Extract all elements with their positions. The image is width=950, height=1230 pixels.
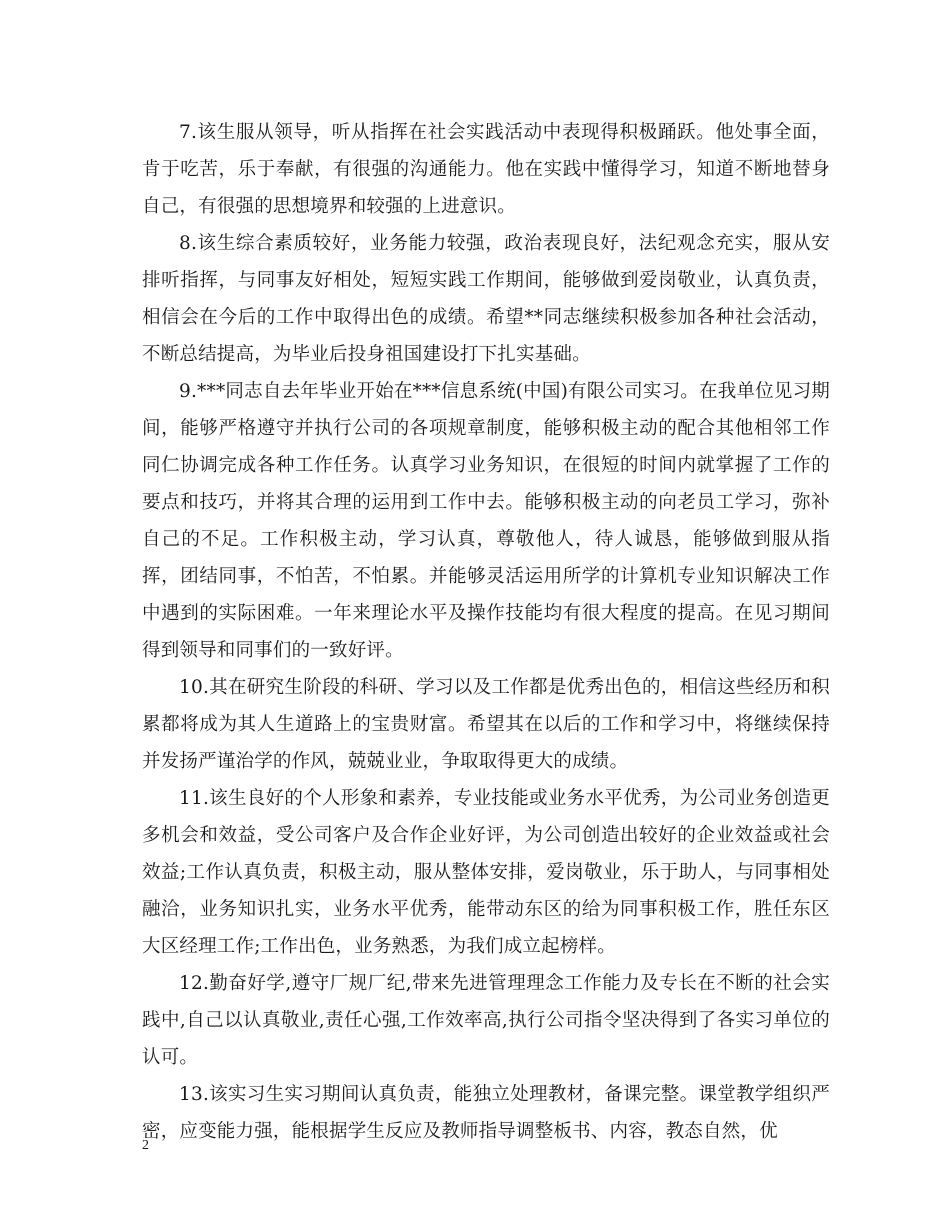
paragraph-13: 13.该实习生实习期间认真负责，能独立处理教材，备课完整。课堂教学组织严密，应变能力强，能根据学生反应及教师指导调整板书、内容，教态自然，优: [142, 1084, 830, 1142]
paragraph-12: 12.勤奋好学,遵守厂规厂纪,带来先进管理理念工作能力及专长在不断的社会实践中,自己以认真敬业,责任心强,工作效率高,执行公司指令坚决得到了各实习单位的认可。: [142, 973, 830, 1068]
paragraph-11: 11.该生良好的个人形象和素养，专业技能或业务水平优秀，为公司业务创造更多机会和效益，受公司客户及合作企业好评，为公司创造出较好的企业效益或社会效益;工作认真负责，积极主动，服从整体安排，爱岗敬业，乐于助人，与同事相处融洽，业务知识扎实，业务水平优秀，能带动东区的给为同事积极工作，胜任东区大区经理工作;工作出色，业务熟悉，为我们成立起榜样。: [142, 788, 830, 957]
paragraph-9: 9.***同志自去年毕业开始在***信息系统(中国)有限公司实习。在我单位见习期间，能够严格遵守并执行公司的各项规章制度，能够积极主动的配合其他相邻工作同仁协调完成各种工作任务。认真学习业务知识，在很短的时间内就掌握了工作的要点和技巧，并将其合理的运用到工作中去。能够积极主动的向老员工学习，弥补自己的不足。工作积极主动，学习认真，尊敬他人，待人诚恳，能够做到服从指挥，团结同事，不怕苦，不怕累。并能够灵活运用所学的计算机专业知识解决工作中遇到的实际困难。一年来理论水平及操作技能均有很大程度的提高。在见习期间得到领导和同事们的一致好评。: [142, 381, 830, 661]
document-body: [142, 114, 830, 1150]
paragraph-10: 10.其在研究生阶段的科研、学习以及工作都是优秀出色的，相信这些经历和积累都将成为其人生道路上的宝贵财富。希望其在以后的工作和学习中，将继续保持并发扬严谨治学的作风，兢兢业业，争取取得更大的成绩。: [142, 677, 830, 772]
page-number: 2: [142, 1138, 149, 1153]
paragraph-8: 8.该生综合素质较好，业务能力较强，政治表现良好，法纪观念充实，服从安排听指挥，与同事友好相处，短短实践工作期间，能够做到爱岗敬业，认真负责，相信会在今后的工作中取得出色的成绩。希望**同志继续积极参加各种社会活动，不断总结提高，为毕业后投身祖国建设打下扎实基础。: [142, 233, 830, 365]
paragraph-7: 7.该生服从领导，听从指挥在社会实践活动中表现得积极踊跃。他处事全面，肯于吃苦，乐于奉献，有很强的沟通能力。他在实践中懂得学习，知道不断地替身自己，有很强的思想境界和较强的上进意识。: [142, 122, 830, 217]
